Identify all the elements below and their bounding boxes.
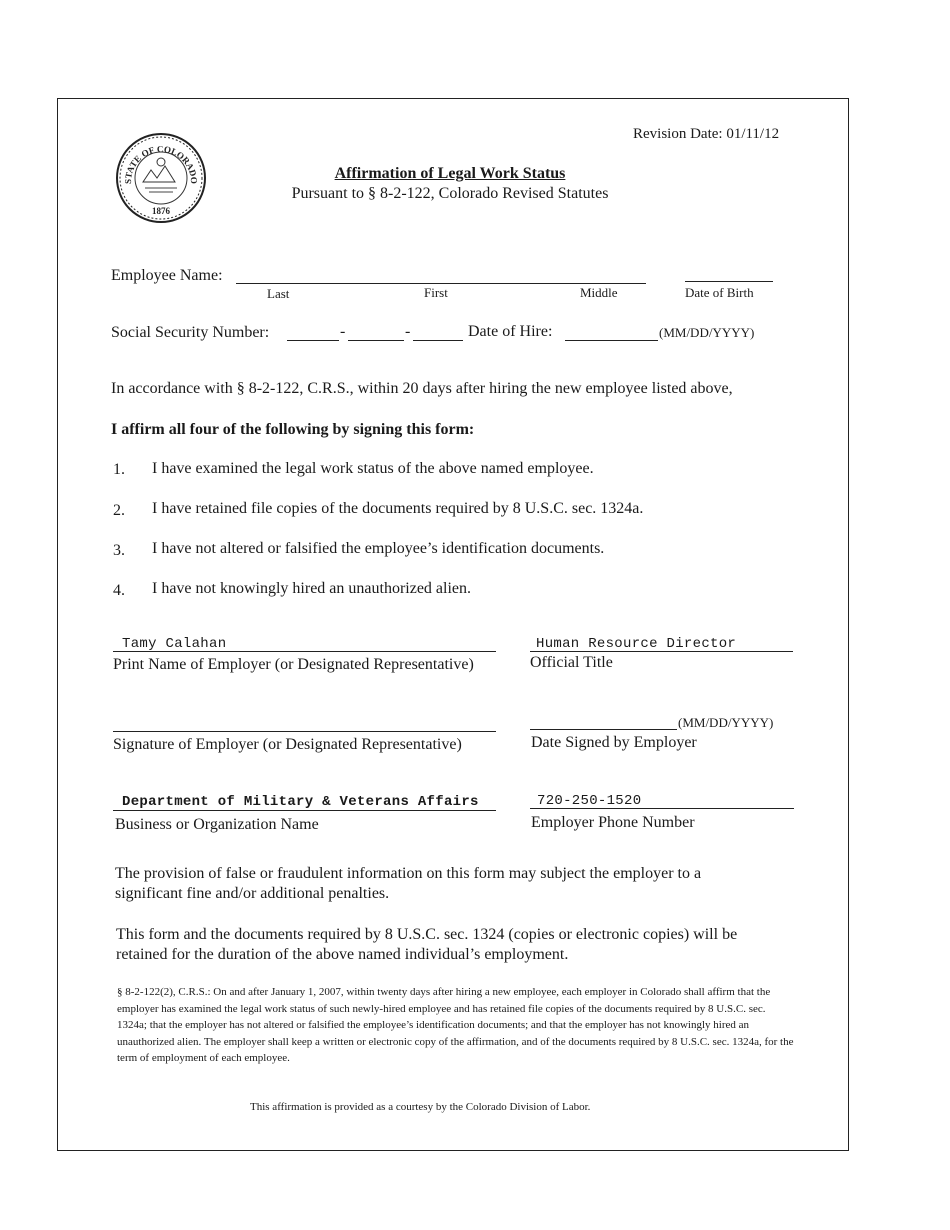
last-name-caption: Last: [267, 286, 290, 301]
item-number: 4.: [113, 582, 125, 599]
revision-date: Revision Date: 01/11/12: [633, 126, 780, 142]
phone-line: [530, 808, 794, 809]
item-text: I have not knowingly hired an unauthorized alien.: [152, 580, 472, 597]
item-number: 2.: [113, 502, 125, 519]
warning-text: The provision of false or fraudulent information on this form may subject the employer to a: [115, 865, 702, 882]
item-number: 3.: [113, 542, 125, 559]
warning-text: significant fine and/or additional penalties.: [115, 885, 390, 902]
date-of-birth-caption: Date of Birth: [685, 285, 754, 300]
official-title-label: Official Title: [530, 654, 613, 671]
signature-line[interactable]: [113, 731, 496, 732]
print-name-line: [113, 651, 496, 652]
intro-text: In accordance with § 8-2-122, C.R.S., within 20 days after hiring the new employee listed above,: [111, 380, 733, 397]
ssn-part3-line[interactable]: [413, 340, 463, 341]
official-title-value[interactable]: Human Resource Director: [536, 636, 737, 652]
ssn-dash-2: -: [405, 323, 411, 340]
ssn-dash-1: -: [340, 323, 346, 340]
item-text: I have examined the legal work status of the above named employee.: [152, 460, 594, 477]
hire-date-label: Date of Hire:: [468, 323, 553, 340]
ssn-label: Social Security Number:: [111, 324, 270, 341]
affirm-heading: I affirm all four of the following by signing this form:: [111, 421, 475, 438]
print-name-label: Print Name of Employer (or Designated Representative): [113, 656, 474, 673]
retention-text: This form and the documents required by 8 U.S.C. sec. 1324 (copies or electronic copies) will be: [116, 926, 738, 943]
signature-label: Signature of Employer (or Designated Representative): [113, 736, 462, 753]
seal-year: 1876: [152, 206, 170, 216]
statute-text: § 8-2-122(2), C.R.S.: On and after January 1, 2007, within twenty days after hiring a new employee, each employer in Colorado shall affirm that the employer has examined the legal work status of such newly-hired employee and has retained file copies of the documents required by 8 U.S.C. sec. 1324a; that the employer has not altered or falsified the employee’s identification documents; and that the employer has not knowingly hired an unauthorized alien. The employer shall keep a written or electronic copy of the affirmation, and of the documents required by 8 U.S.C. sec. 1324a, for the term of employment of each employee.: [117, 986, 794, 1064]
date-of-birth-line[interactable]: [685, 281, 773, 282]
page-title: Affirmation of Legal Work Status: [334, 165, 566, 182]
seal-top-text: STATE OF COLORADO: [122, 143, 200, 185]
item-text: I have retained file copies of the documents required by 8 U.S.C. sec. 1324a.: [152, 500, 644, 517]
organization-label: Business or Organization Name: [115, 816, 319, 833]
middle-name-caption: Middle: [580, 285, 618, 300]
organization-value[interactable]: Department of Military & Veterans Affairs: [122, 794, 479, 810]
organization-line: [113, 810, 496, 811]
print-name-value[interactable]: Tamy Calahan: [122, 636, 227, 652]
date-signed-format: (MM/DD/YYYY): [678, 715, 774, 730]
svg-text:STATE OF COLORADO: [123, 144, 199, 184]
ssn-part2-line[interactable]: [348, 340, 404, 341]
employee-name-label: Employee Name:: [111, 267, 223, 284]
ssn-part1-line[interactable]: [287, 340, 339, 341]
phone-label: Employer Phone Number: [531, 814, 695, 831]
item-number: 1.: [113, 461, 125, 478]
footer-courtesy: This affirmation is provided as a courtesy by the Colorado Division of Labor.: [250, 1101, 591, 1113]
date-signed-line[interactable]: [530, 729, 677, 730]
hire-date-line[interactable]: [565, 340, 658, 341]
official-title-line: [530, 651, 793, 652]
colorado-state-seal-icon: [115, 132, 207, 224]
hire-date-format: (MM/DD/YYYY): [659, 325, 755, 340]
first-name-caption: First: [424, 285, 448, 300]
date-signed-label: Date Signed by Employer: [531, 734, 697, 751]
page-subtitle: Pursuant to § 8-2-122, Colorado Revised Statutes: [291, 185, 609, 202]
employee-name-line[interactable]: [236, 283, 646, 284]
retention-text: retained for the duration of the above named individual’s employment.: [116, 946, 569, 963]
item-text: I have not altered or falsified the employee’s identification documents.: [152, 540, 605, 557]
phone-value[interactable]: 720-250-1520: [537, 793, 642, 809]
